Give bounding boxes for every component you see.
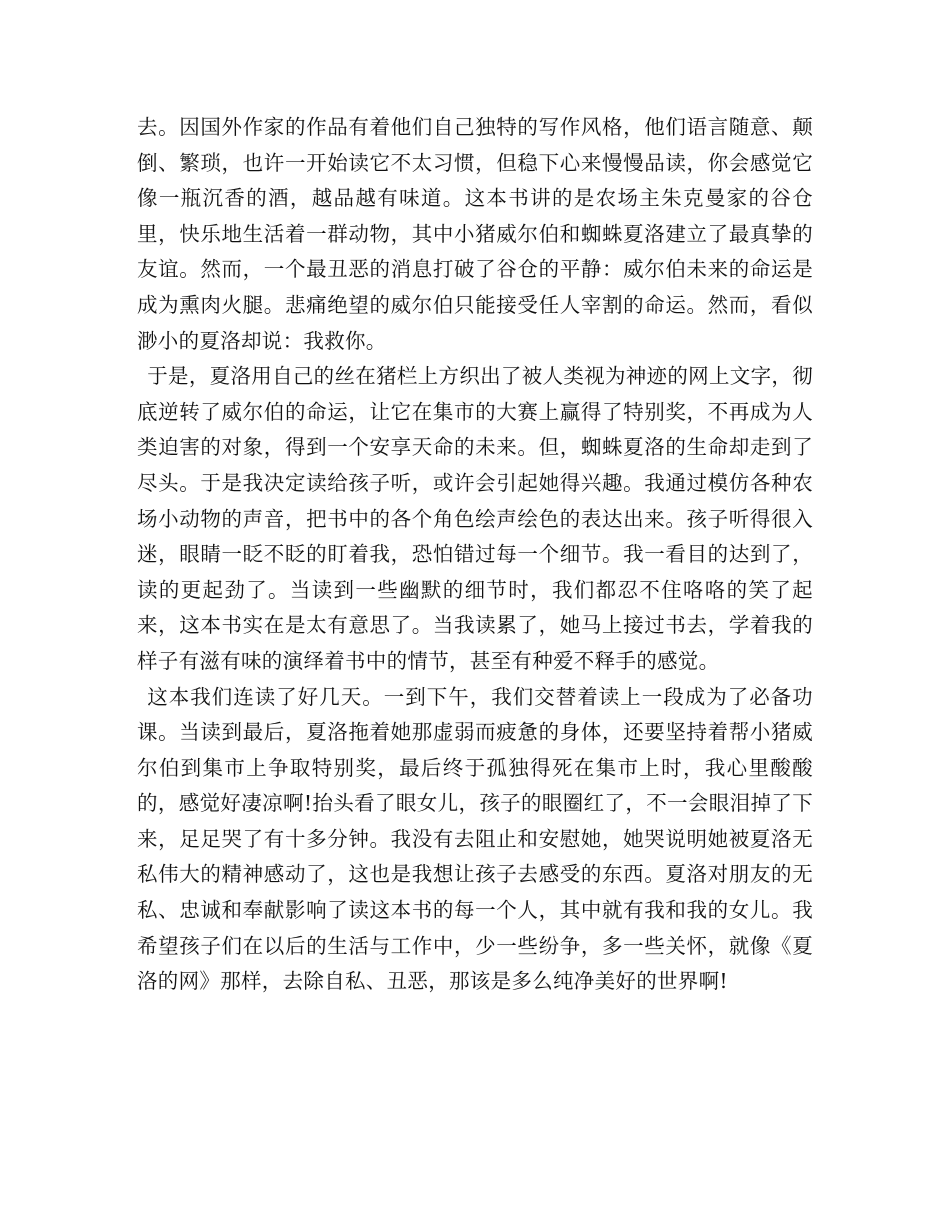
paragraph-1: 去。因国外作家的作品有着他们自己独特的写作风格，他们语言随意、颠倒、繁琐，也许一开始读它不太习惯，但稳下心来慢慢品读，你会感觉它像一瓶沉香的酒，越品越有味道。这本书讲的是农场主朱克曼家的谷仓里，快乐地生活着一群动物，其中小猪威尔伯和蜘蛛夏洛建立了最真挚的友谊。然而，一个最丑恶的消息打破了谷仓的平静：威尔伯未来的命运是成为熏肉火腿。悲痛绝望的威尔伯只能接受任人宰割的命运。然而，看似渺小的夏洛却说：我救你。 [137,115,813,353]
paragraph-3: 这本我们连读了好几天。一到下午，我们交替着读上一段成为了必备功课。当读到最后，夏洛拖着她那虚弱而疲惫的身体，还要坚持着帮小猪威尔伯到集市上争取特别奖，最后终于孤独得死在集市上时，我心里酸酸的，感觉好凄凉啊!抬头看了眼女儿，孩子的眼圈红了，不一会眼泪掉了下来，足足哭了有十多分钟。我没有去阻止和安慰她，她哭说明她被夏洛无私伟大的精神感动了，这也是我想让孩子去感受的东西。夏洛对朋友的无私、忠诚和奉献影响了读这本书的每一个人，其中就有我和我的女儿。我希望孩子们在以后的生活与工作中，少一些纷争，多一些关怀，就像《夏洛的网》那样，去除自私、丑恶，那该是多么纯净美好的世界啊! [137,684,813,994]
document-body [137,110,813,1000]
paragraph-2: 于是，夏洛用自己的丝在猪栏上方织出了被人类视为神迹的网上文字，彻底逆转了威尔伯的命运，让它在集市的大赛上赢得了特别奖，不再成为人类迫害的对象，得到一个安享天命的未来。但，蜘蛛夏洛的生命却走到了尽头。于是我决定读给孩子听，或许会引起她得兴趣。我通过模仿各种农场小动物的声音，把书中的各个角色绘声绘色的表达出来。孩子听得很入迷，眼睛一眨不眨的盯着我，恐怕错过每一个细节。我一看目的达到了，读的更起劲了。当读到一些幽默的细节时，我们都忍不住咯咯的笑了起来，这本书实在是太有意思了。当我读累了，她马上接过书去，学着我的样子有滋有味的演绎着书中的情节，甚至有种爱不释手的感觉。 [137,364,813,673]
